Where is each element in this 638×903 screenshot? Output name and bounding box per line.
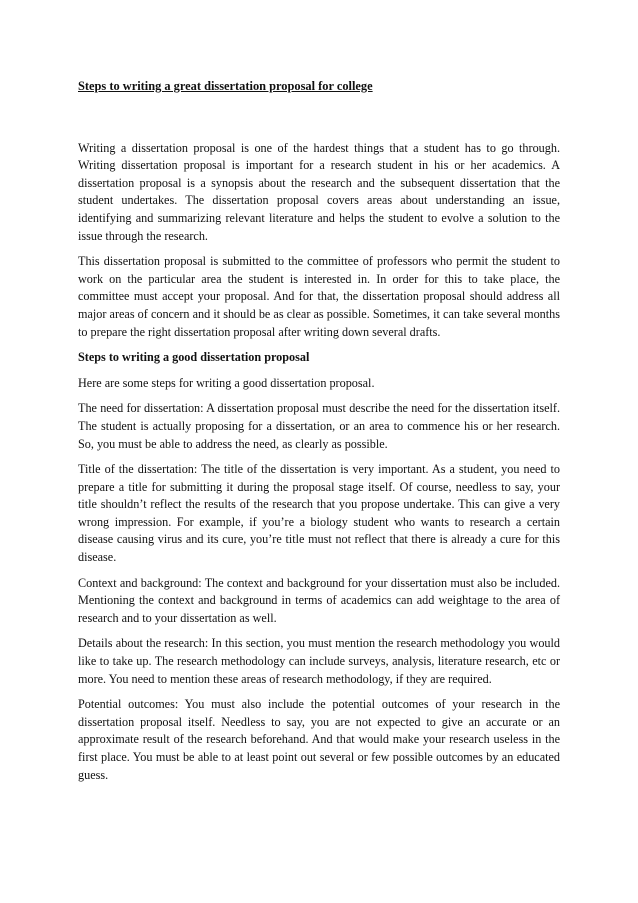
step-paragraph-research-details: Details about the research: In this section, you must mention the research methodology you would like to take up. The research methodology can include surveys, analysis, literature research, etc or more. You need to mention these areas of research methodology, if they are required. [78, 636, 560, 686]
section-heading: Steps to writing a good dissertation proposal [78, 350, 310, 365]
document-title: Steps to writing a great dissertation proposal for college [78, 79, 373, 93]
step-paragraph-outcomes: Potential outcomes: You must also include the potential outcomes of your research in the dissertation proposal itself. Needless to say, you are not expected to give an accurate or an approximate result of the research beforehand. And that would make your research useless in the first place. You must be able to at least point out several or few possible outcomes by an educated guess. [78, 697, 560, 782]
step-paragraph-need: The need for dissertation: A dissertation proposal must describe the need for the dissertation itself. The student is actually proposing for a dissertation, or an area to commence his or her research. So, you must be able to address the need, as clearly as possible. [78, 401, 560, 451]
step-paragraph-context: Context and background: The context and background for your dissertation must also be included. Mentioning the context and background in terms of academics can add weightage to the area of research and to your dissertation as well. [78, 575, 560, 625]
intro-paragraph: This dissertation proposal is submitted to the committee of professors who permit the student to work on the particular area the student is interested in. In order for this to take place, the committee must accept your proposal. And for that, the dissertation proposal should address all major areas of concern and it should be as clear as possible. Sometimes, it can take several months to prepare the right dissertation proposal after writing down several drafts. [78, 254, 560, 339]
intro-paragraph: Writing a dissertation proposal is one of the hardest things that a student has to go through. Writing dissertation proposal is important for a research student in his or her academics. A dissertation proposal is a synopsis about the research and the subsequent dissertation that the student undertakes. The dissertation proposal covers areas about understanding an issue, identifying and summarizing relevant literature and helps the student to evolve a solution to the issue through the research. [78, 140, 560, 243]
document-page [78, 78, 560, 792]
step-paragraph-title: Title of the dissertation: The title of the dissertation is very important. As a student, you need to prepare a title for submitting it during the proposal stage itself. Of course, needless to say, your title shouldn’t reflect the results of the research that you propose undertake. This can give a very wrong impression. For example, if you’re a biology student who wants to research a certain disease causing virus and its cure, you’re title must not reflect that there is already a cure for this disease. [78, 462, 560, 565]
steps-intro-paragraph: Here are some steps for writing a good dissertation proposal. [78, 375, 375, 390]
